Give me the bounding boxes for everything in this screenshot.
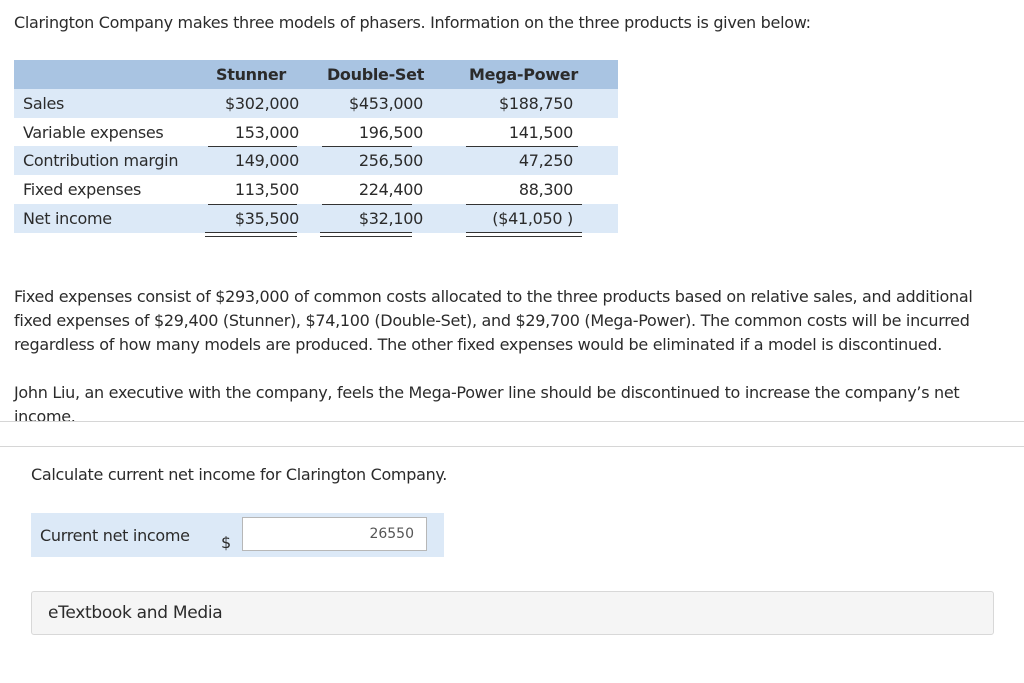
row-label-variable-expenses: Variable expenses — [23, 123, 164, 142]
row-label-fixed-expenses: Fixed expenses — [23, 180, 142, 199]
table-cell: 88,300 — [518, 180, 573, 199]
row-label-sales: Sales — [23, 94, 65, 113]
table-cell: $32,100 — [358, 209, 423, 228]
header-mega-power: Mega-Power — [469, 65, 578, 84]
table-cell: $302,000 — [225, 94, 299, 113]
executive-paragraph: John Liu, an executive with the company, feels the Mega-Power line should be discontinued to increase the company’s net income. — [14, 383, 960, 426]
table-cell: 196,500 — [358, 123, 423, 142]
table-cell: 149,000 — [234, 151, 299, 170]
table-row — [14, 175, 618, 204]
underline — [466, 146, 578, 147]
table-cell: 153,000 — [234, 123, 299, 142]
header-double-set: Double-Set — [326, 65, 425, 84]
table-cell: 224,400 — [358, 180, 423, 199]
etextbook-media-label: eTextbook and Media — [48, 603, 223, 623]
underline — [466, 204, 582, 205]
answer-row — [31, 513, 444, 557]
fixed-expenses-paragraph: Fixed expenses consist of $293,000 of common costs allocated to the three products based on relative sales, and additional fixed expenses of $29,400 (Stunner), $74,100 (Double-Set), and $29,700 (Mega-Power). The common costs will be incurred regardless of how many models are produced. The other fixed expenses would be eliminated if a model is discontinued. — [14, 287, 973, 354]
problem-intro: Clarington Company makes three models of phasers. Information on the three products is given below: — [14, 13, 811, 32]
section-divider — [0, 421, 1024, 422]
table-row — [14, 118, 618, 147]
table-cell: ($41,050 ) — [492, 209, 573, 228]
header-stunner: Stunner — [216, 65, 286, 84]
table-cell: 47,250 — [518, 151, 573, 170]
table-header-row — [14, 60, 618, 89]
table-cell: $453,000 — [349, 94, 423, 113]
double-underline — [466, 232, 582, 237]
table-cell: 141,500 — [508, 123, 573, 142]
etextbook-media-button[interactable] — [31, 591, 994, 635]
section-divider — [0, 446, 1024, 447]
current-net-income-input[interactable]: 26550 — [242, 517, 427, 551]
table-row — [14, 146, 618, 175]
answer-label: Current net income — [40, 526, 190, 545]
row-label-contribution-margin: Contribution margin — [23, 151, 179, 170]
table-row — [14, 204, 618, 233]
table-cell: $35,500 — [234, 209, 299, 228]
table-cell: $188,750 — [499, 94, 573, 113]
currency-symbol: $ — [221, 533, 232, 552]
row-label-net-income: Net income — [23, 209, 112, 228]
double-underline — [320, 232, 412, 237]
underline — [322, 146, 412, 147]
underline — [322, 204, 412, 205]
table-cell: 113,500 — [234, 180, 299, 199]
underline — [208, 146, 297, 147]
table-row — [14, 89, 618, 118]
underline — [208, 204, 297, 205]
table-cell: 256,500 — [358, 151, 423, 170]
question-prompt: Calculate current net income for Clarington Company. — [31, 465, 448, 484]
financial-table — [14, 60, 618, 235]
double-underline — [205, 232, 297, 237]
